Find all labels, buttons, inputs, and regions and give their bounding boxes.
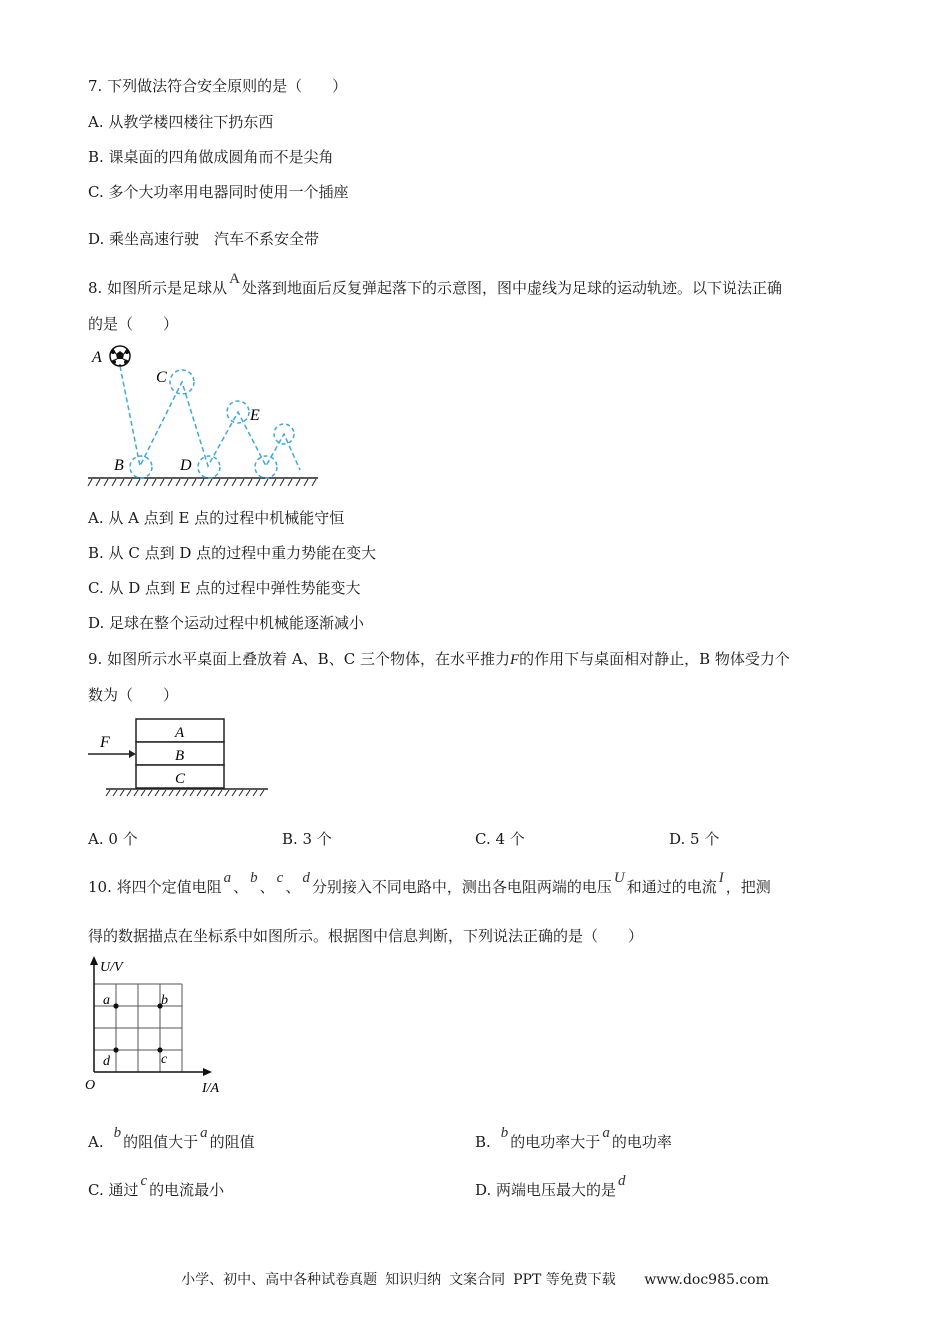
q8-option-b: B. 从 C 点到 D 点的过程中重力势能在变大 [88, 544, 377, 562]
q10-var-b: b [250, 870, 258, 886]
q10-option-a-mid: 的阻值大于 [123, 1133, 199, 1151]
q10-option-d-var1: d [618, 1173, 626, 1189]
q10-var-d: d [302, 870, 310, 886]
label-y-axis: U/V [100, 960, 123, 975]
q10-var-i: I [718, 870, 724, 886]
footer-item-contracts: 文案合同 [449, 1272, 506, 1288]
q8-stem [88, 271, 782, 299]
q7-option-d: D. 乘坐高速行驶 汽车不系安全带 [88, 230, 320, 248]
label-block-a: A [175, 725, 185, 741]
q10-option-b-end: 的电功率 [611, 1133, 672, 1151]
label-a: A [92, 349, 102, 366]
ball-at-d [198, 456, 220, 478]
q9-option-a: A. 0 个 [88, 830, 138, 848]
label-c: C [156, 369, 167, 386]
q8-stem-line2: 的是（ ） [88, 315, 179, 333]
label-block-b: B [175, 748, 185, 764]
label-point-c: c [161, 1052, 168, 1067]
footer-item-ppt: PPT 等免费下载 [513, 1272, 616, 1288]
q9-stem-var: F [509, 652, 520, 668]
q9-stem-post: 的作用下与桌面相对静止，B 物体受力个 [519, 650, 790, 668]
label-point-a: a [103, 993, 110, 1008]
q10-option-b-var1: b [500, 1125, 509, 1141]
q8-stem-pre: 8. 如图所示是足球从 [88, 279, 228, 297]
soccer-ball-icon [110, 346, 130, 366]
footer-item-knowledge: 知识归纳 [385, 1272, 442, 1288]
q10-option-a [88, 1125, 255, 1153]
trajectory-path [120, 366, 300, 470]
label-point-b: b [161, 993, 168, 1008]
q10-graph [84, 954, 234, 1096]
q10-option-d [475, 1173, 628, 1201]
label-x-axis: I/A [202, 1081, 220, 1096]
page-footer [0, 1270, 950, 1290]
ground-hatch [88, 479, 316, 486]
footer-item-exams: 小学、初中、高中各种试卷真题 [181, 1272, 378, 1288]
q8-option-c: C. 从 D 点到 E 点的过程中弹性势能变大 [88, 579, 361, 597]
q10-option-b-mid: 的电功率大于 [510, 1133, 601, 1151]
q10-option-a-var2: a [200, 1125, 208, 1141]
q8-option-d: D. 足球在整个运动过程中机械能逐渐减小 [88, 614, 365, 632]
q8-stem-var: A [229, 271, 240, 287]
q10-option-c-var1: c [140, 1173, 148, 1189]
q10-sep2: 、 [259, 878, 275, 896]
q8-option-a: A. 从 A 点到 E 点的过程中机械能守恒 [88, 509, 345, 527]
q10-option-c [88, 1173, 225, 1201]
q10-option-a-prefix: A. [88, 1133, 104, 1151]
q10-stem-line2: 得的数据描点在坐标系中如图所示。根据图中信息判断，下列说法正确的是（ ） [88, 927, 644, 945]
label-force: F [100, 734, 110, 751]
q10-sep1: 、 [233, 878, 249, 896]
label-e: E [250, 407, 260, 424]
q10-option-b [475, 1125, 672, 1153]
q10-option-a-var1: b [113, 1125, 122, 1141]
point-a [113, 1003, 118, 1008]
q7-option-c: C. 多个大功率用电器同时使用一个插座 [88, 183, 349, 201]
q9-option-d: D. 5 个 [669, 830, 720, 848]
ball-at-b [130, 456, 152, 478]
q8-stem-post: 处落到地面后反复弹起落下的示意图，图中虚线为足球的运动轨迹。以下说法正确 [241, 279, 782, 297]
table-hatch [106, 790, 264, 796]
q9-stem [88, 649, 790, 670]
label-block-c: C [175, 771, 186, 787]
q10-stem-mid2: 和通过的电流 [626, 878, 717, 896]
q10-var-a: a [223, 870, 232, 886]
q10-option-b-var2: a [602, 1125, 610, 1141]
q10-option-b-prefix: B. [475, 1133, 491, 1151]
q10-sep3: 、 [285, 878, 301, 896]
ball-at-third-bounce [255, 456, 277, 478]
q8-figure [86, 340, 326, 490]
q9-option-b: B. 3 个 [282, 830, 332, 848]
q9-stem-pre: 9. 如图所示水平桌面上叠放着 A、B、C 三个物体，在水平推力 [88, 650, 510, 668]
footer-link-website[interactable]: www.doc985.com [644, 1272, 769, 1288]
q10-option-c-end: 的电流最小 [149, 1181, 225, 1199]
q9-stem-line2: 数为（ ） [88, 686, 179, 704]
label-d: D [180, 457, 192, 474]
point-d [113, 1047, 118, 1052]
q10-stem-end: ，把测 [725, 878, 771, 896]
q10-option-c-prefix: C. 通过 [88, 1181, 139, 1199]
q7-option-b: B. 课桌面的四角做成圆角而不是尖角 [88, 148, 334, 166]
label-origin: O [85, 1078, 96, 1093]
q10-stem-mid: 分别接入不同电路中，测出各电阻两端的电压 [311, 878, 612, 896]
q7-option-a: A. 从教学楼四楼往下扔东西 [88, 113, 274, 131]
q10-option-d-prefix: D. 两端电压最大的是 [475, 1181, 617, 1199]
y-axis-arrow-icon [90, 956, 98, 965]
q9-option-c: C. 4 个 [475, 830, 525, 848]
q10-var-u: U [613, 870, 625, 886]
q9-figure [86, 712, 276, 802]
x-axis-arrow-icon [203, 1068, 212, 1076]
label-b: B [114, 457, 124, 474]
q10-option-a-end: 的阻值 [209, 1133, 255, 1151]
force-arrowhead-icon [129, 750, 136, 758]
q7-stem: 7. 下列做法符合安全原则的是（ ） [88, 77, 348, 95]
q10-stem [88, 870, 771, 898]
q10-stem-pre: 10. 将四个定值电阻 [88, 878, 222, 896]
label-point-d: d [103, 1054, 110, 1069]
q10-var-c: c [276, 870, 284, 886]
